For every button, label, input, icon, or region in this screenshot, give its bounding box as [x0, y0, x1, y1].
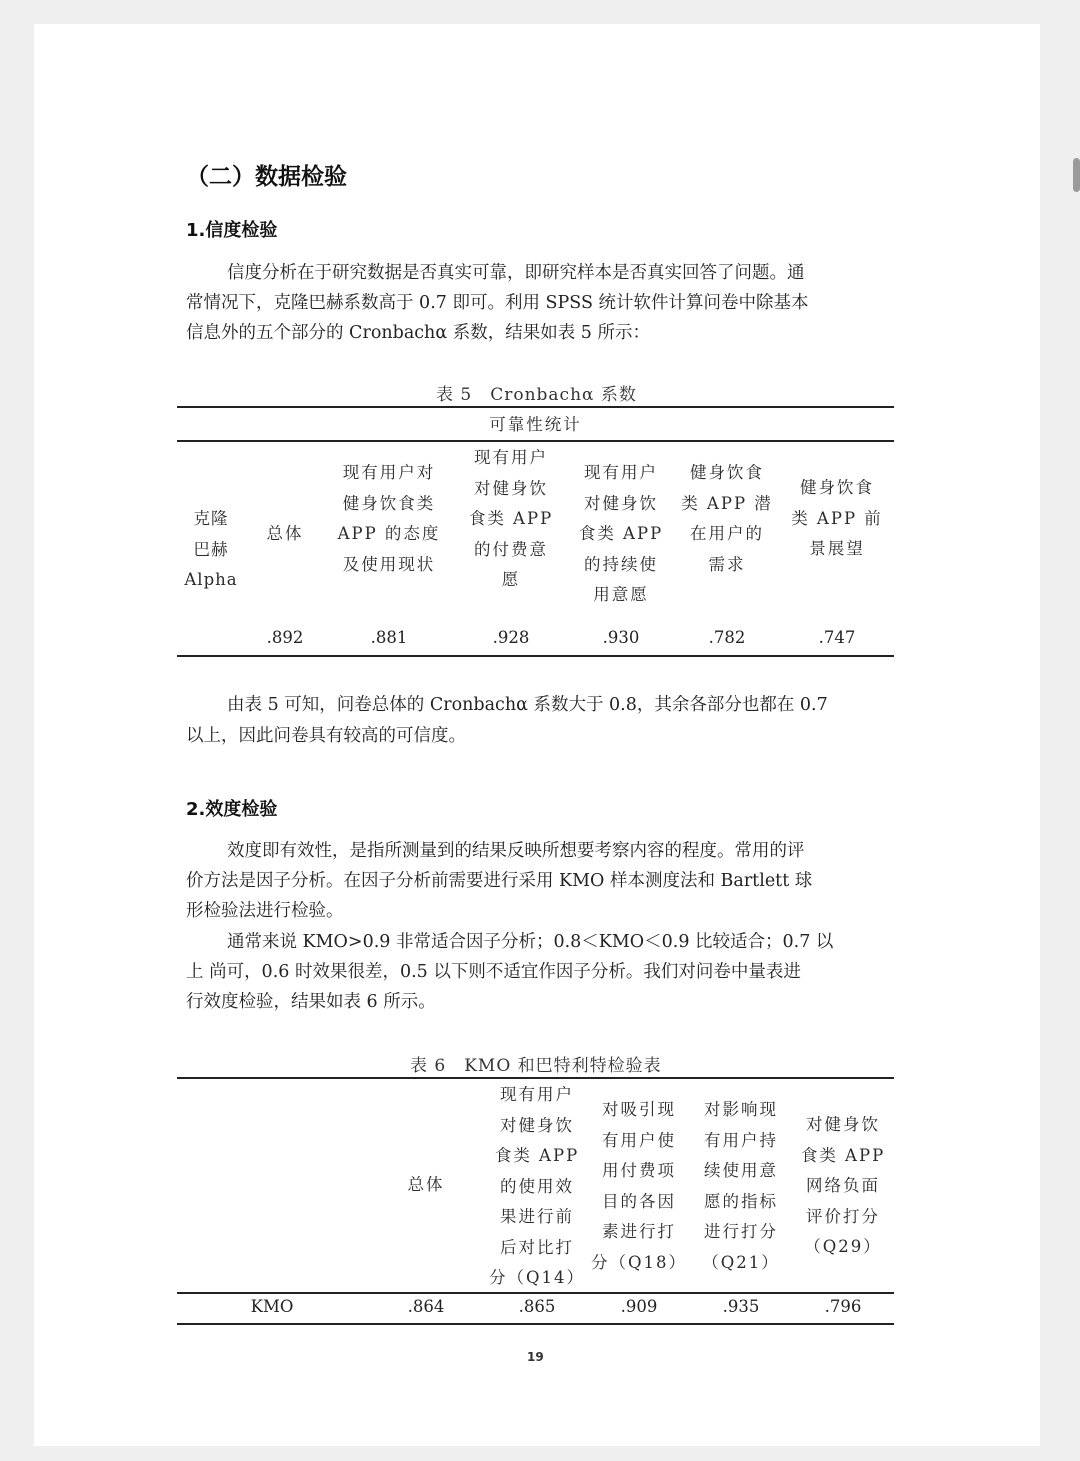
table5-col-header-payment: 现有用户 对健身饮 食类 APP 的付费意 愿 — [468, 448, 554, 589]
validity-heading: 2.效度检验 — [186, 799, 278, 820]
validity-para1-line-2: 价方法是因子分析。在因子分析前需要进行采用 KMO 样本测度法和 Bartlett 球 — [186, 871, 813, 891]
table5-summary-line-1: 由表 5 可知，问卷总体的 Cronbachα 系数大于 0.8，其余各部分也都在 0.7 — [227, 695, 828, 715]
table6-col-header-q18: 对吸引现 有用户使 用付费项 目的各因 素进行打 分（Q18） — [590, 1100, 688, 1272]
table6-col-header-q14: 现有用户 对健身饮 食类 APP 的使用效 果进行前 后对比打 分（Q14） — [488, 1085, 586, 1287]
section-title: （二）数据检验 — [186, 164, 347, 190]
table6-col-header-total: 总体 — [407, 1175, 445, 1194]
table6-col-header-q21: 对影响现 有用户持 续使用意 愿的指标 进行打分 （Q21） — [702, 1100, 780, 1272]
table6-col-header-q29: 对健身饮 食类 APP 网络负面 评价打分 （Q29） — [800, 1115, 886, 1256]
table5-header-rule — [177, 440, 894, 442]
reliability-para-line-2: 常情况下，克隆巴赫系数高于 0.7 即可。利用 SPSS 统计软件计算问卷中除基本 — [186, 293, 809, 313]
table5-group-header: 可靠性统计 — [489, 415, 582, 434]
table6-value-total: .864 — [407, 1297, 445, 1316]
table5-col-header-potential-needs: 健身饮食 类 APP 潜 在用户的 需求 — [681, 463, 773, 574]
table5-row-label: 克隆 巴赫 Alpha — [184, 509, 238, 589]
table6-value-q21: .935 — [722, 1297, 760, 1316]
table6-value-q14: .865 — [518, 1297, 556, 1316]
page-number: 19 — [527, 1350, 544, 1364]
table5-value-payment: .928 — [492, 628, 530, 647]
table5-col-header-continuance: 现有用户 对健身饮 食类 APP 的持续使 用意愿 — [578, 463, 664, 604]
table5-bottom-rule — [177, 655, 894, 657]
validity-para2-line-3: 行效度检验，结果如表 6 所示。 — [186, 992, 436, 1012]
reliability-para-line-3: 信息外的五个部分的 Cronbachα 系数，结果如表 5 所示： — [186, 323, 650, 343]
table5-caption: 表 5 Cronbachα 系数 — [436, 385, 637, 405]
validity-para1-line-3: 形检验法进行检验。 — [186, 901, 344, 921]
table5-value-attitude: .881 — [370, 628, 408, 647]
table5-col-header-attitude: 现有用户对 健身饮食类 APP 的态度 及使用现状 — [337, 463, 441, 574]
table6-bottom-rule — [177, 1323, 894, 1325]
table6-row-label: KMO — [250, 1297, 294, 1316]
reliability-heading: 1.信度检验 — [186, 220, 278, 241]
table5-summary-line-2: 以上，因此问卷具有较高的可信度。 — [186, 726, 466, 746]
validity-para2-line-1: 通常来说 KMO>0.9 非常适合因子分析；0.8＜KMO＜0.9 比较适合；0.7 以 — [227, 932, 834, 952]
scrollbar-thumb[interactable] — [1073, 158, 1080, 192]
reliability-para-line-1: 信度分析在于研究数据是否真实可靠，即研究样本是否真实回答了问题。通 — [227, 263, 805, 283]
table6-top-rule — [177, 1077, 894, 1079]
table5-value-total: .892 — [266, 628, 304, 647]
table5-value-outlook: .747 — [818, 628, 856, 647]
table6-value-q18: .909 — [620, 1297, 658, 1316]
validity-para1-line-1: 效度即有效性，是指所测量到的结果反映所想要考察内容的程度。常用的评 — [227, 841, 805, 861]
table5-col-header-outlook: 健身饮食 类 APP 前 景展望 — [791, 478, 883, 558]
table6-header-rule — [177, 1292, 894, 1294]
table5-value-potential-needs: .782 — [708, 628, 746, 647]
table5-value-continuance: .930 — [602, 628, 640, 647]
table6-value-q29: .796 — [824, 1297, 862, 1316]
table5-col-header-total: 总体 — [266, 524, 304, 543]
table5-top-rule — [177, 406, 894, 408]
table6-caption: 表 6 KMO 和巴特利特检验表 — [410, 1056, 662, 1076]
validity-para2-line-2: 上 尚可，0.6 时效果很差，0.5 以下则不适宜作因子分析。我们对问卷中量表进 — [186, 962, 801, 982]
